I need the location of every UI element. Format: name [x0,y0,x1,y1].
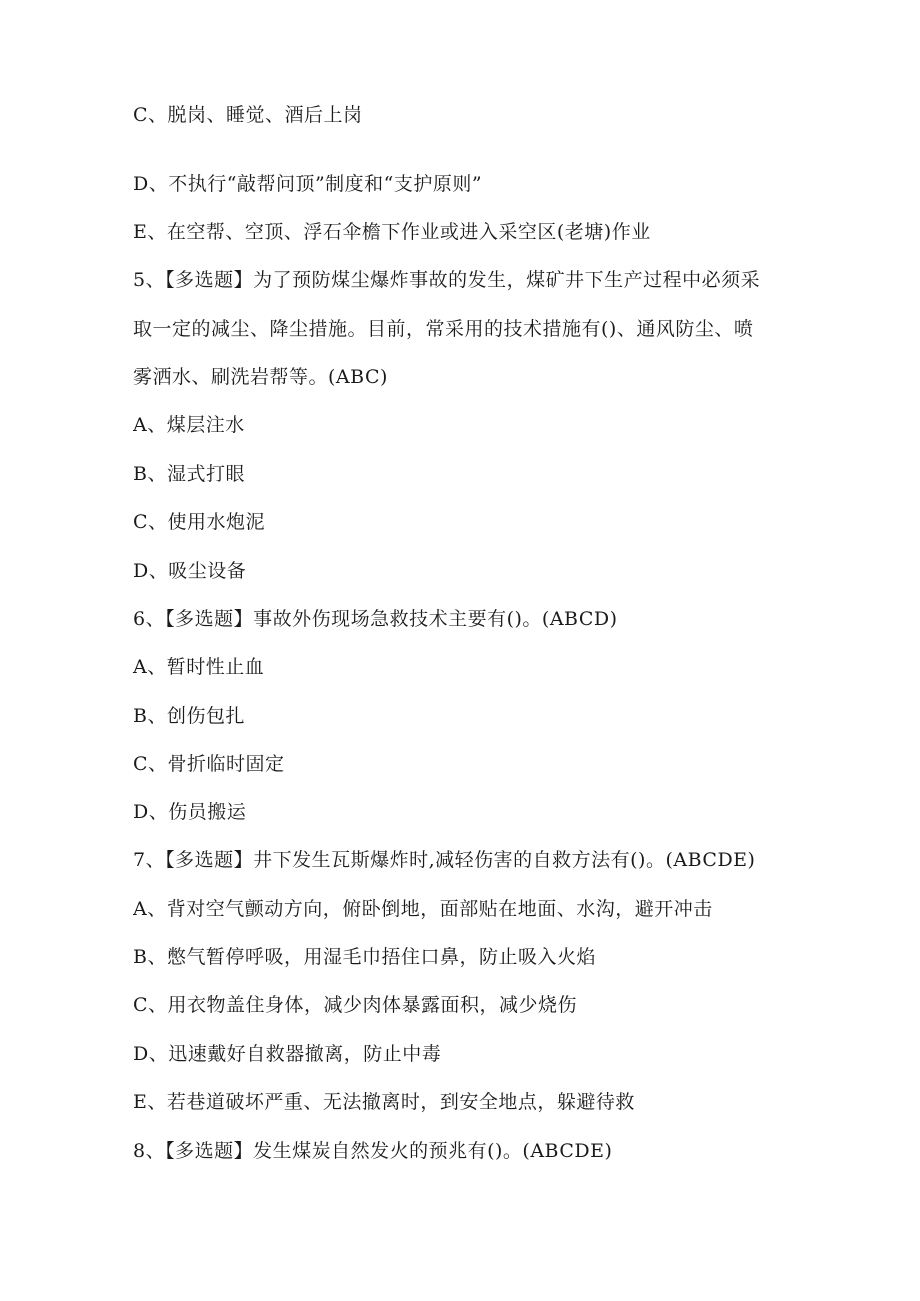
option-7a: A、背对空气颤动方向，俯卧倒地，面部贴在地面、水沟，避开冲击 [133,898,713,920]
question-5-line-2: 取一定的减尘、降尘措施。目前，常采用的技术措施有()、通风防尘、喷 [133,318,754,340]
option-7e: E、若巷道破坏严重、无法撤离时，到安全地点，躲避待救 [133,1091,635,1113]
question-5-line-3: 雾洒水、刷洗岩帮等。(ABC) [133,366,388,388]
question-5-line-1: 5、【多选题】为了预防煤尘爆炸事故的发生，煤矿井下生产过程中必须采 [133,269,761,291]
question-7: 7、【多选题】井下发生瓦斯爆炸时,减轻伤害的自救方法有()。(ABCDE) [133,849,756,871]
option-6a: A、暂时性止血 [133,656,265,678]
option-5d: D、吸尘设备 [133,560,247,582]
option-7c: C、用衣物盖住身体，减少肉体暴露面积，减少烧伤 [133,994,578,1016]
option-4c: C、脱岗、睡觉、酒后上岗 [133,104,363,126]
option-5c: C、使用水炮泥 [133,511,266,533]
option-6c: C、骨折临时固定 [133,753,285,775]
option-6b: B、创伤包扎 [133,705,245,727]
question-8: 8、【多选题】发生煤炭自然发火的预兆有()。(ABCDE) [133,1140,613,1162]
option-6d: D、伤员搬运 [133,801,247,823]
option-4d: D、不执行“敲帮问顶”制度和“支护原则” [133,173,483,195]
option-5a: A、煤层注水 [133,414,245,436]
option-5b: B、湿式打眼 [133,463,245,485]
option-4e: E、在空帮、空顶、浮石伞檐下作业或进入采空区(老塘)作业 [133,221,651,243]
option-7d: D、迅速戴好自救器撤离，防止中毒 [133,1043,442,1065]
question-6: 6、【多选题】事故外伤现场急救技术主要有()。(ABCD) [133,608,618,630]
option-7b: B、憋气暂停呼吸，用湿毛巾捂住口鼻，防止吸入火焰 [133,946,596,968]
